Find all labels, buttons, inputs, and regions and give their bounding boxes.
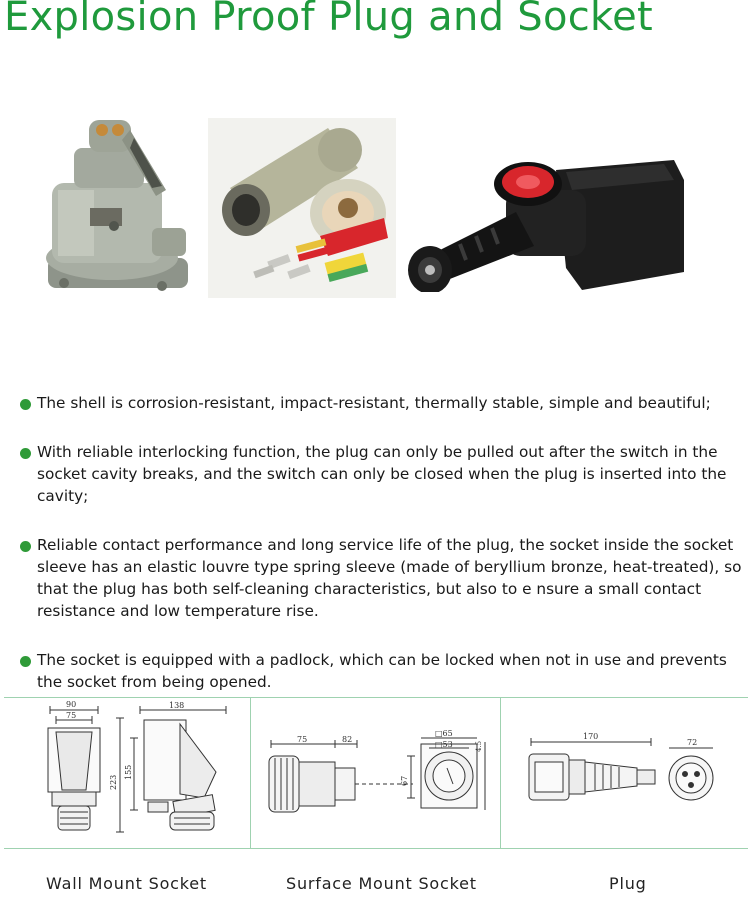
feature-list xyxy=(20,392,748,720)
bullet-dot-icon xyxy=(20,448,31,459)
feature-item xyxy=(20,441,748,507)
feature-item xyxy=(20,649,748,693)
feature-text: Reliable contact performance and long service life of the plug, the socket inside the socket sleeve has an elastic louvre type spring sleeve (made of beryllium bronze, heat-treated), so that the plug has both self-cleaning characteristics, but also to e nsure a small contact resistance and low temperature rise. xyxy=(37,536,742,620)
photo-plug-and-socket-set xyxy=(208,118,396,298)
socket-body-drawing xyxy=(46,120,188,291)
dim-depth: 138 xyxy=(169,701,185,710)
caption-surface-mount-socket: Surface Mount Socket xyxy=(286,874,477,893)
dim-plug-diameter: 72 xyxy=(687,738,698,747)
plug-drawing xyxy=(501,698,748,848)
caption-wall-mount-socket: Wall Mount Socket xyxy=(46,874,207,893)
dim-height-outer: 223 xyxy=(109,774,118,790)
photo-industrial-plug xyxy=(406,150,684,292)
feature-item xyxy=(20,534,748,622)
bullet-dot-icon xyxy=(20,656,31,667)
feature-text: The shell is corrosion-resistant, impact-resistant, thermally stable, simple and beautiful; xyxy=(37,394,711,412)
dim-hole: 4.5 xyxy=(475,740,483,752)
dim-length-a: 75 xyxy=(297,735,308,744)
dim-length-b: 82 xyxy=(342,735,353,744)
caption-plug: Plug xyxy=(609,874,647,893)
dim-square-inner: □53 xyxy=(435,740,453,749)
photo-wall-mount-socket xyxy=(34,108,199,308)
dim-width-outer: 90 xyxy=(66,700,77,709)
feature-text: With reliable interlocking function, the plug can only be pulled out after the switch in the socket cavity breaks, and the switch can only be closed when the plug is inserted into the cavity; xyxy=(37,443,727,505)
surface-mount-socket-drawing xyxy=(251,698,500,848)
dim-height-inner: 155 xyxy=(124,764,133,780)
dimension-diagrams-panel xyxy=(4,697,748,849)
feature-item xyxy=(20,392,748,414)
dim-plug-length: 170 xyxy=(583,732,599,741)
page-title: Explosion Proof Plug and Socket xyxy=(4,0,653,40)
wall-mount-socket-drawing xyxy=(4,698,250,848)
industrial-plug-drawing xyxy=(408,160,684,292)
bullet-dot-icon xyxy=(20,399,31,410)
dim-width-inner: 75 xyxy=(66,711,77,720)
feature-text: The socket is equipped with a padlock, which can be locked when not in use and prevents the socket from being opened. xyxy=(37,651,727,691)
dim-square-outer: □65 xyxy=(435,729,453,738)
dim-height: 67 xyxy=(400,775,409,786)
bullet-dot-icon xyxy=(20,541,31,552)
